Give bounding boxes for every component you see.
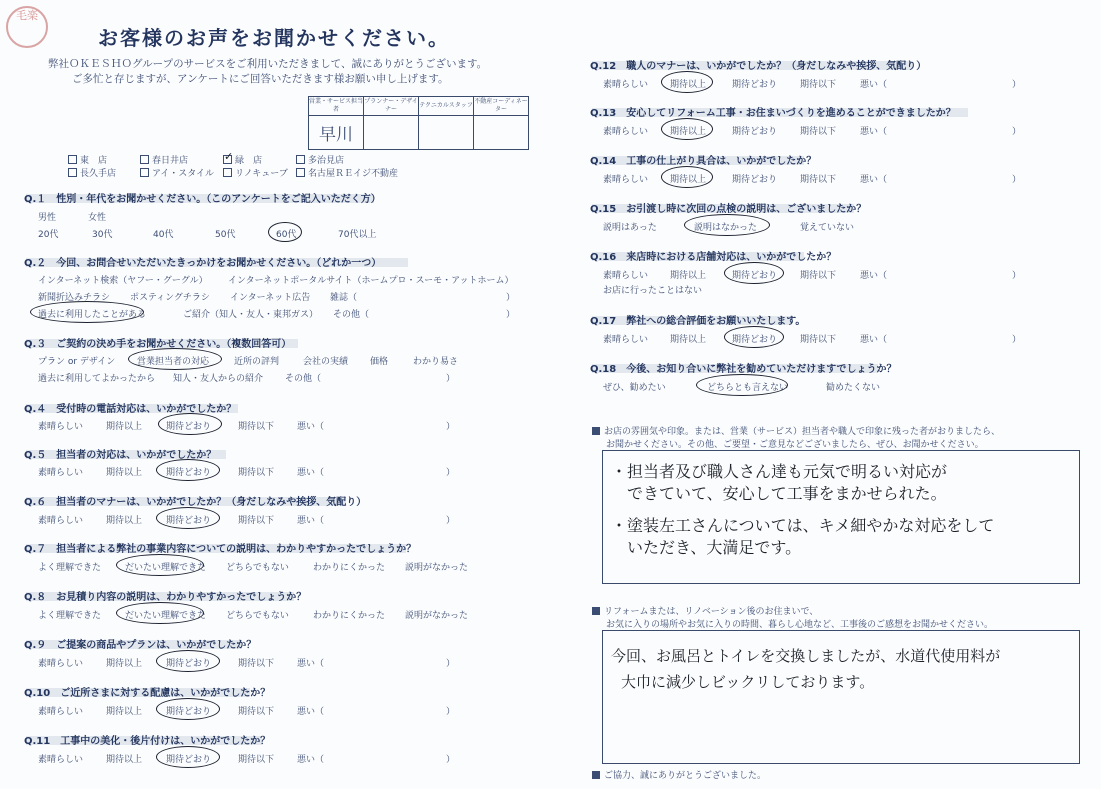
q2-option[interactable]: インターネットポータルサイト（ホームプロ・スーモ・アットホーム） — [228, 276, 514, 286]
q11-option[interactable]: 悪い（ — [297, 755, 325, 765]
q1-option[interactable]: 50代 — [215, 230, 236, 240]
seal-stamp: 毛楽 — [6, 6, 48, 48]
comment-2-line: 今回、お風呂とトイレを交換しましたが、水道代使用料が — [611, 647, 1001, 665]
q3-option[interactable]: 営業担当者の対応 — [137, 357, 210, 367]
question-7-label: Q.７ 担当者による弊社の事業内容についての説明は、わかりやすかったでしょうか？ — [24, 544, 417, 555]
comment-2-box[interactable] — [602, 630, 1080, 764]
q18-option[interactable]: どちらとも言えない — [707, 383, 789, 393]
selection-circle — [661, 118, 713, 140]
q2-option[interactable]: 新聞折込みチラシ — [38, 293, 111, 303]
q10-option: ） — [446, 707, 456, 717]
question-12-label: Q.12 職人のマナーは、いかがでしたか？（身だしなみや挨拶、気配り） — [590, 61, 927, 72]
selection-circle — [661, 71, 713, 93]
q5-option[interactable]: 期待以上 — [106, 468, 143, 478]
q8-option[interactable]: だいたい理解できた — [125, 611, 207, 621]
q17-option: ） — [1012, 335, 1022, 345]
selection-circle — [724, 326, 784, 348]
q1-option[interactable]: 60代 — [276, 230, 297, 240]
q1-option[interactable]: 40代 — [153, 230, 174, 240]
q9-option[interactable]: 素晴らしい — [38, 659, 84, 669]
q17-option[interactable]: 期待以上 — [670, 335, 707, 345]
comment-1-box[interactable] — [602, 450, 1080, 584]
comment-1-line: できていて、安心して工事をまかせられた。 — [627, 484, 947, 503]
intro-line-1: 弊社ＯＫＥＳＨＯグループのサービスをご利用いただきまして、誠にありがとうございます。 — [48, 58, 488, 70]
question-11-label: Q.11 工事中の美化・後片付けは、いかがでしたか？ — [24, 736, 271, 747]
selection-circle — [661, 166, 713, 188]
q3-option[interactable]: 会社の実績 — [303, 357, 349, 367]
q9-option[interactable]: 悪い（ — [297, 659, 325, 669]
q5-option[interactable]: 期待以下 — [238, 468, 275, 478]
selection-circle — [156, 507, 220, 529]
q4-option: ） — [446, 422, 456, 432]
q12-option[interactable]: 期待以上 — [670, 80, 707, 90]
q3-option[interactable]: 知人・友人からの紹介 — [173, 374, 264, 384]
question-16-label: Q.16 来店時における店舗対応は、いかがでしたか？ — [590, 252, 837, 263]
store-checkbox[interactable]: 長久手店 — [68, 166, 116, 179]
q8-option[interactable]: よく理解できた — [38, 611, 102, 621]
q9-option[interactable]: 期待どおり — [166, 659, 212, 669]
staff-value[interactable] — [364, 116, 419, 150]
staff-value[interactable]: 早川 — [309, 116, 364, 150]
q6-option[interactable]: 期待どおり — [166, 516, 212, 526]
selection-circle — [156, 459, 220, 481]
q2-option[interactable]: 雑誌（ — [330, 293, 358, 303]
question-18-label: Q.18 今後、お知り合いに弊社を勧めていただけますでしょうか？ — [590, 364, 897, 375]
q2-option[interactable]: インターネット検索（ヤフー・グーグル） — [38, 276, 208, 286]
comment-1-line: ・塗装左工さんについては、キメ細やかな対応をして — [611, 516, 995, 535]
question-17-label: Q.17 弊社への総合評価をお願いいたします。 — [590, 316, 806, 327]
question-13-label: Q.13 安心してリフォーム工事・お住まいづくりを進めることができましたか？ — [590, 108, 956, 119]
q4-option[interactable]: 期待以上 — [106, 422, 143, 432]
q11-option[interactable]: 期待以上 — [106, 755, 143, 765]
q1-option[interactable]: 30代 — [92, 230, 113, 240]
q10-option[interactable]: 期待以下 — [238, 707, 275, 717]
q3-option[interactable]: 価格 — [370, 357, 389, 367]
q6-option: ） — [446, 516, 456, 526]
footer-thanks: ご協力、誠にありがとうございました。 — [592, 768, 766, 781]
q17-option[interactable]: 期待以下 — [800, 335, 837, 345]
q8-option[interactable]: わかりにくかった — [313, 611, 386, 621]
q14-option: ） — [1012, 175, 1022, 185]
q4-option[interactable]: 期待以下 — [238, 422, 275, 432]
q17-option[interactable]: 素晴らしい — [603, 335, 649, 345]
q11-option: ） — [446, 755, 456, 765]
q12-option[interactable]: 期待以下 — [800, 80, 837, 90]
q9-option[interactable]: 期待以下 — [238, 659, 275, 669]
q12-option[interactable]: 素晴らしい — [603, 80, 649, 90]
question-2-label: Q.２ 今回、お問合せいただいたきっかけをお聞かせください。（どれか一つ） — [24, 258, 382, 269]
q17-option[interactable]: 期待どおり — [732, 335, 778, 345]
q16-option[interactable]: 期待どおり — [732, 271, 778, 281]
q5-option[interactable]: 期待どおり — [166, 468, 212, 478]
q13-option[interactable]: 期待どおり — [732, 127, 778, 137]
q10-option[interactable]: 期待以上 — [106, 707, 143, 717]
q7-option[interactable]: わかりにくかった — [313, 563, 386, 573]
q12-option[interactable]: 期待どおり — [732, 80, 778, 90]
q5-option[interactable]: 素晴らしい — [38, 468, 84, 478]
q2-option[interactable]: ご紹介（知人・友人・東邦ガス） — [183, 310, 319, 320]
q12-option[interactable]: 悪い（ — [860, 80, 888, 90]
staff-value[interactable] — [419, 116, 474, 150]
selection-circle — [156, 746, 220, 768]
q13-option[interactable]: 素晴らしい — [603, 127, 649, 137]
q13-option[interactable]: 悪い（ — [860, 127, 888, 137]
staff-value[interactable] — [474, 116, 529, 150]
question-3-label: Q.３ ご契約の決め手をお聞かせください。（複数回答可） — [24, 339, 292, 350]
q15-option[interactable]: 説明はあった — [603, 223, 657, 233]
store-checkbox[interactable]: アイ・スタイル — [140, 166, 214, 179]
intro-line-2: ご多忙と存じますが、アンケートにご回答いただきます様お願い申し上げます。 — [72, 73, 449, 85]
question-1-label: Q.１ 性別・年代をお聞かせください。（このアンケートをご記入いただく方） — [24, 194, 381, 205]
q14-option[interactable]: 期待以上 — [670, 175, 707, 185]
q1-option[interactable]: 男性 — [38, 213, 57, 223]
q13-option[interactable]: 期待以下 — [800, 127, 837, 137]
comment-1-prompt-2: お聞かせください。その他、ご要望・ご意見などございましたら、ぜひ、お聞かせください。 — [606, 440, 984, 450]
selection-circle — [696, 374, 788, 396]
page-title: お客様のお声をお聞かせください。 — [98, 26, 450, 50]
staff-header: プランナー・デザイナー — [364, 97, 419, 116]
q12-option: ） — [1012, 80, 1022, 90]
q14-option[interactable]: 悪い（ — [860, 175, 888, 185]
comment-2-prompt-2: お気に入りの場所やお気に入りの時間、暮らし心地など、工事後のご感想をお聞かせください。 — [606, 620, 994, 630]
selection-circle — [128, 348, 222, 370]
staff-header: 営業・サービス担当者 — [309, 97, 364, 116]
q3-option[interactable]: 近所の評判 — [234, 357, 280, 367]
q5-option: ） — [446, 468, 456, 478]
question-4-label: Q.４ 受付時の電話対応は、いかがでしたか？ — [24, 404, 237, 415]
q9-option: ） — [446, 659, 456, 669]
q3-option[interactable]: わかり易さ — [413, 357, 459, 367]
question-14-label: Q.14 工事の仕上がり具合は、いかがでしたか？ — [590, 156, 817, 167]
staff-header: テクニカルスタッフ — [419, 97, 474, 116]
q3-option[interactable]: プラン or デザイン — [38, 357, 116, 367]
q2-option[interactable]: ポスティングチラシ — [130, 293, 210, 303]
selection-circle — [724, 262, 784, 284]
q3-option[interactable]: その他（ — [285, 374, 322, 384]
q5-option[interactable]: 悪い（ — [297, 468, 325, 478]
q16-option[interactable]: 素晴らしい — [603, 271, 649, 281]
q7-option[interactable]: よく理解できた — [38, 563, 102, 573]
store-checkbox[interactable]: 東 店 — [68, 153, 107, 166]
q14-option[interactable]: 期待どおり — [732, 175, 778, 185]
q1-option[interactable]: 20代 — [38, 230, 59, 240]
q8-option[interactable]: 説明がなかった — [405, 611, 469, 621]
q8-option[interactable]: どちらでもない — [226, 611, 289, 621]
q3-option: ） — [446, 374, 456, 384]
store-checkbox[interactable]: ✓ 緑 店 — [224, 150, 263, 166]
q13-option[interactable]: 期待以上 — [670, 127, 707, 137]
store-checkbox[interactable]: リノキューブ — [223, 166, 288, 179]
q13-option: ） — [1012, 127, 1022, 137]
staff-table — [308, 96, 529, 150]
q9-option[interactable]: 期待以上 — [106, 659, 143, 669]
q6-option[interactable]: 素晴らしい — [38, 516, 84, 526]
question-8-label: Q.８ お見積り内容の説明は、わかりやすかったでしょうか？ — [24, 592, 307, 603]
question-15-label: Q.15 お引渡し時に次回の点検の説明は、ございましたか？ — [590, 204, 867, 215]
selection-circle — [268, 222, 302, 242]
selection-circle — [156, 650, 220, 672]
selection-circle — [116, 554, 207, 576]
q6-option[interactable]: 悪い（ — [297, 516, 325, 526]
q16-option[interactable]: 悪い（ — [860, 271, 888, 281]
q18-option[interactable]: 勧めたくない — [826, 383, 881, 393]
q11-option[interactable]: 素晴らしい — [38, 755, 84, 765]
q2-option[interactable]: インターネット広告 — [230, 293, 311, 303]
selection-circle — [158, 413, 222, 435]
q14-option[interactable]: 素晴らしい — [603, 175, 649, 185]
question-9-label: Q.９ ご提案の商品やプランは、いかがでしたか？ — [24, 640, 257, 651]
q16-option[interactable]: 期待以下 — [800, 271, 837, 281]
q14-option[interactable]: 期待以下 — [800, 175, 837, 185]
q15-option[interactable]: 説明はなかった — [694, 223, 758, 233]
staff-header: 不動産コーディネーター — [474, 97, 529, 116]
q16-extra-option[interactable]: お店に行ったことはない — [603, 286, 703, 296]
question-6-label: Q.６ 担当者のマナーは、いかがでしたか？（身だしなみや挨拶、気配り） — [24, 497, 367, 508]
q7-option[interactable]: だいたい理解できた — [125, 563, 207, 573]
comment-1-line: ・担当者及び職人さん達も元気で明るい対応が — [611, 462, 948, 481]
q17-option[interactable]: 悪い（ — [860, 335, 888, 345]
q15-option[interactable]: 覚えていない — [800, 223, 855, 233]
store-checkbox[interactable]: 名古屋ＲＥイジ不動産 — [296, 166, 398, 179]
q4-option[interactable]: 素晴らしい — [38, 422, 84, 432]
comment-1-prompt-1: お店の雰囲気や印象。または、営業（サービス）担当者や職人で印象に残った者がおりましたら、 — [592, 424, 1000, 437]
q10-option[interactable]: 素晴らしい — [38, 707, 84, 717]
question-10-label: Q.10 ご近所さまに対する配慮は、いかがでしたか？ — [24, 688, 271, 699]
q2-option: ） — [506, 293, 516, 303]
q7-option[interactable]: 説明がなかった — [405, 563, 469, 573]
comment-1-line: いただき、大満足です。 — [627, 538, 802, 557]
q18-option[interactable]: ぜひ、勧めたい — [603, 383, 666, 393]
q2-option: ） — [506, 310, 516, 320]
selection-circle — [684, 214, 770, 236]
comment-2-prompt-1: リフォームまたは、リノベーション後のお住まいで、 — [592, 604, 818, 617]
comment-2-line: 大巾に減少しビックリしております。 — [621, 673, 875, 691]
store-checkbox[interactable]: 春日井店 — [140, 153, 188, 166]
question-5-label: Q.５ 担当者の対応は、いかがでしたか？ — [24, 450, 217, 461]
q10-option[interactable]: 期待どおり — [166, 707, 212, 717]
q6-option[interactable]: 期待以上 — [106, 516, 143, 526]
q4-option[interactable]: 悪い（ — [297, 422, 325, 432]
q1-option[interactable]: 70代以上 — [338, 230, 377, 240]
selection-circle — [156, 698, 220, 720]
q10-option[interactable]: 悪い（ — [297, 707, 325, 717]
q6-option[interactable]: 期待以下 — [238, 516, 275, 526]
selection-circle — [30, 301, 147, 323]
q4-option[interactable]: 期待どおり — [166, 422, 212, 432]
q16-option: ） — [1012, 271, 1022, 281]
selection-circle — [116, 602, 207, 624]
q3-option[interactable]: 過去に利用してよかったから — [38, 374, 156, 384]
q2-option[interactable]: その他（ — [333, 310, 370, 320]
q2-option[interactable]: 過去に利用したことがある — [38, 310, 147, 320]
q7-option[interactable]: どちらでもない — [226, 563, 289, 573]
q11-option[interactable]: 期待どおり — [166, 755, 212, 765]
q1-option[interactable]: 女性 — [88, 213, 107, 223]
q16-option[interactable]: 期待以上 — [670, 271, 707, 281]
q11-option[interactable]: 期待以下 — [238, 755, 275, 765]
store-checkbox[interactable]: 多治見店 — [296, 153, 344, 166]
